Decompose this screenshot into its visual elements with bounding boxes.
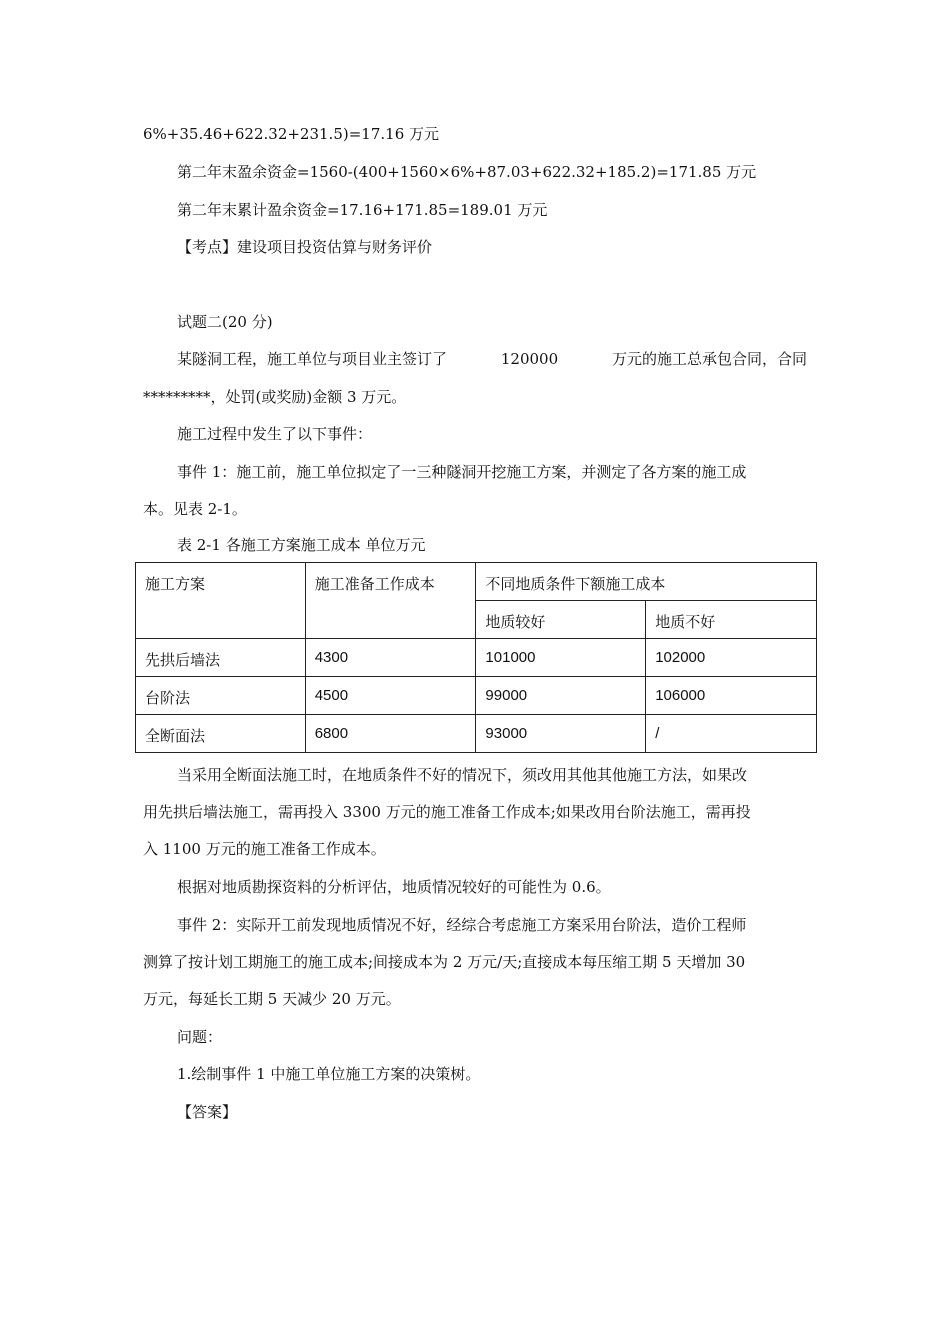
- header-cell: 地质不好: [646, 601, 817, 639]
- text-segment: 120000: [500, 350, 559, 368]
- paragraph-line: 本。见表 2-1。: [143, 500, 247, 518]
- paragraph-line: 根据对地质勘探资料的分析评估，地质情况较好的可能性为 0.6。: [177, 878, 611, 896]
- paragraph-line: 当采用全断面法施工时，在地质条件不好的情况下，须改用其他其他施工方法，如果改: [177, 766, 748, 784]
- paragraph-line: [177, 349, 807, 369]
- paragraph-line: 万元，每延长工期 5 天减少 20 万元。: [143, 990, 401, 1008]
- header-cell: 施工准备工作成本: [305, 563, 476, 639]
- paragraph-line: 事件 1：施工前，施工单位拟定了一三种隧洞开挖施工方案，并测定了各方案的施工成: [177, 463, 747, 481]
- question-label: 问题：: [177, 1028, 223, 1046]
- table-cell: 6800: [305, 715, 476, 753]
- table-cell: 台阶法: [136, 677, 306, 715]
- header-cell: 地质较好: [476, 601, 646, 639]
- answer-label: 【答案】: [177, 1103, 238, 1121]
- table-cell: /: [646, 715, 817, 753]
- cost-table: [135, 562, 817, 753]
- table-cell: 93000: [476, 715, 646, 753]
- table-row: [136, 677, 817, 715]
- paragraph-line: *********，处罚(或奖励)金额 3 万元。: [143, 388, 407, 406]
- table-row: [136, 639, 817, 677]
- text-line: 6%+35.46+622.32+231.5)=17.16 万元: [143, 125, 440, 143]
- paragraph-line: 施工过程中发生了以下事件：: [177, 425, 373, 443]
- table-caption: 表 2-1 各施工方案施工成本 单位万元: [177, 536, 426, 554]
- header-cell: 施工方案: [136, 563, 306, 639]
- table-cell: 先拱后墙法: [136, 639, 306, 677]
- table-cell: 101000: [476, 639, 646, 677]
- question-heading: 试题二(20 分): [177, 313, 273, 331]
- question-item: 1.绘制事件 1 中施工单位施工方案的决策树。: [177, 1065, 481, 1083]
- header-cell: 不同地质条件下额施工成本: [476, 563, 817, 601]
- paragraph-line: 事件 2：实际开工前发现地质情况不好，经综合考虑施工方案采用台阶法，造价工程师: [177, 916, 747, 934]
- table-header-row: [136, 563, 817, 601]
- text-segment: 某隧洞工程，施工单位与项目业主签订了: [177, 350, 448, 368]
- table-row: [136, 715, 817, 753]
- paragraph-line: 用先拱后墙法施工，需再投入 3300 万元的施工准备工作成本;如果改用台阶法施工，需再投: [143, 803, 751, 821]
- table-cell: 全断面法: [136, 715, 306, 753]
- section-tag: 【考点】建设项目投资估算与财务评价: [177, 238, 433, 256]
- text-line: 第二年末盈余资金=1560-(400+1560×6%+87.03+622.32+185.2)=171.85 万元: [177, 163, 757, 181]
- text-segment: 万元的施工总承包合同，合同: [611, 350, 807, 368]
- table-cell: 106000: [646, 677, 817, 715]
- table-cell: 102000: [646, 639, 817, 677]
- table-cell: 4300: [305, 639, 476, 677]
- text-line: 第二年末累计盈余资金=17.16+171.85=189.01 万元: [177, 201, 548, 219]
- paragraph-line: 入 1100 万元的施工准备工作成本。: [143, 840, 386, 858]
- table-cell: 4500: [305, 677, 476, 715]
- paragraph-line: 测算了按计划工期施工的施工成本;间接成本为 2 万元/天;直接成本每压缩工期 5 天增加 30: [143, 953, 746, 971]
- table-cell: 99000: [476, 677, 646, 715]
